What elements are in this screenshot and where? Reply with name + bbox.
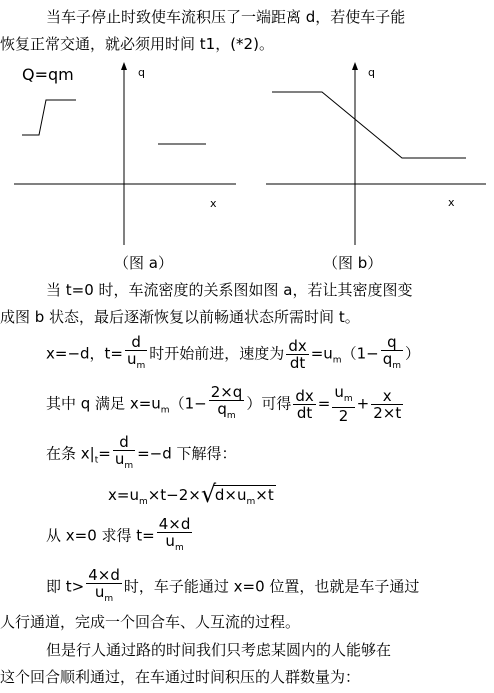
eq5-frac-4d-um: $\frac{4\times d}{u_m}$	[158, 515, 191, 553]
eq6-frac-4d-um: $\frac{4\times d}{u_m}$	[88, 566, 120, 604]
equation-3: 在条 $x|_t=$ $\frac{d}{u_m}$ =−d 下解得：	[46, 434, 237, 474]
eq2-frac-2q-qm: $\frac{2\times q}{q_m}$	[210, 383, 243, 421]
figure-b-y-label: q	[368, 66, 375, 79]
eq1-left: x=−d，t=	[46, 344, 123, 363]
equation-1: x=−d，t= $\frac{d}{u_m}$ 时开始前进，速度为 $\frac{dx}{dt}$ $=u_m(1-$ $\frac{q}{q_m}$ ）	[46, 334, 420, 374]
para3-line2: 但是行人通过路的时间我们只考虑某圆内的人能够在	[46, 641, 392, 659]
para3-line3: 这个回合顺利通过，在车通过时间积压的人群数量为：	[0, 668, 361, 686]
eq3-frac-d-um: $\frac{d}{u_m}$	[114, 433, 134, 471]
eq1-frac-q-qm: $\frac{q}{q_m}$	[382, 333, 402, 371]
para1-line1: 当车子停止时致使车流积压了一端距离 d，若使车子能	[46, 8, 406, 26]
figure-a-caption: （图 a）	[114, 254, 173, 272]
equation-6: 即 t> $\frac{4\times d}{u_m}$ 时，车子能通过 x=0 位置，也就是车子通过	[46, 567, 419, 607]
para2-line2: 成图 b 状态，最后逐渐恢复以前畅通状态所需时间 t。	[0, 308, 360, 326]
figure-b-curve	[272, 92, 466, 158]
figure-a-y-arrow	[121, 62, 127, 70]
figure-b-caption: （图 b）	[323, 254, 383, 272]
figure-b	[266, 60, 486, 245]
eq2-frac-dxdt: $\frac{dx}{dt}$	[295, 386, 314, 422]
equation-4: $x=u_m\times t-2\times√$ $d\times u_m\times t$	[108, 486, 276, 507]
eq4-sqrt: √ $d\times u_m\times t$	[201, 486, 276, 507]
figure-a-title: Q=qm	[22, 65, 74, 84]
equation-5: 从 x=0 求得 t= $\frac{4\times d}{u_m}$	[46, 516, 194, 556]
figure-b-y-arrow	[352, 62, 358, 70]
eq1-mid: 时开始前进，速度为	[149, 344, 285, 363]
figure-a-x-label: x	[210, 197, 217, 210]
eq1-frac-d-um: $\frac{d}{u_m}$	[127, 333, 146, 371]
eq2-frac-um-2: $\frac{u_m}{2}$	[334, 383, 353, 425]
figure-a	[14, 60, 236, 245]
para1-line2: 恢复正常交通，就必须用时间 t1，(*2)。	[0, 35, 274, 53]
figure-b-x-label: x	[448, 196, 455, 209]
eq1-frac-dxdt: $\frac{dx}{dt}$	[288, 336, 307, 372]
para2-line1: 当 t=0 时，车流密度的关系图如图 a，若让其密度图变	[46, 281, 413, 299]
para3-line1: 人行通道，完成一个回合车、人互流的过程。	[0, 613, 301, 631]
figure-a-y-label: q	[138, 66, 145, 79]
equation-2: 其中 q 满足 $x=u_m(1-$ $\frac{2\times q}{q_m}$ ）可得 $\frac{dx}{dt}$ = $\frac{u_m}{2}$ + $\frac{x}{2\times t}$	[46, 383, 402, 425]
eq2-frac-x-2t: $\frac{x}{2\times t}$	[373, 386, 402, 422]
figure-a-curve-left	[22, 100, 76, 135]
